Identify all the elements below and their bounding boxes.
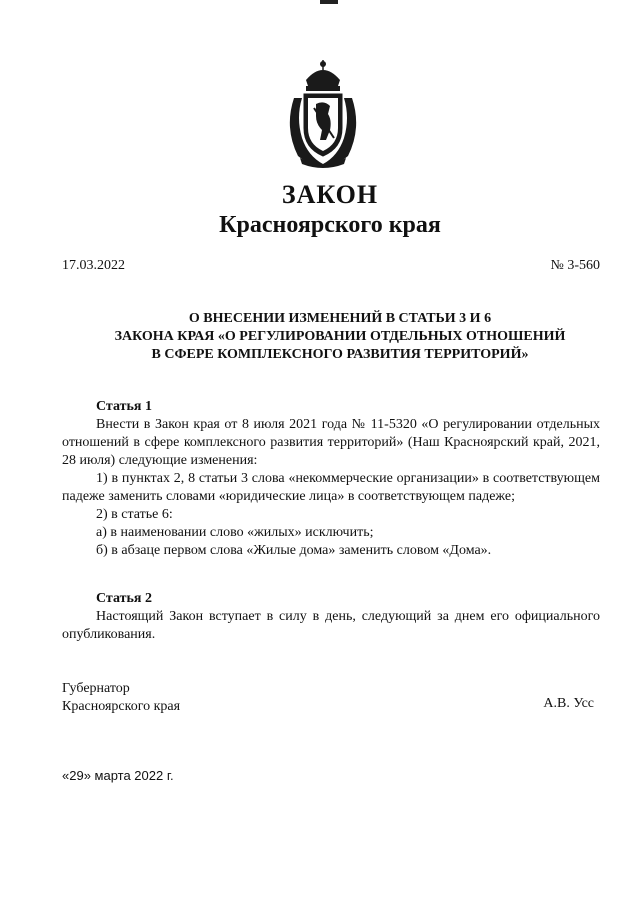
- law-heading: [60, 310, 620, 364]
- scan-mark: [320, 0, 338, 4]
- article-1-title: Статья 1: [96, 399, 152, 414]
- signature-position: [62, 680, 180, 716]
- krasnoyarsk-coat-of-arms-icon: [280, 58, 366, 170]
- article-1-intro: Внести в Закон края от 8 июля 2021 года № 11-5320 «О регулировании отдельных отношений в сфере комплексного развития территорий» (Наш Красноярский край, 2021, 28 июля) следующие изменения:: [62, 417, 600, 468]
- article-1: [62, 398, 600, 560]
- heading-line: ЗАКОНА КРАЯ «О РЕГУЛИРОВАНИИ ОТДЕЛЬНЫХ ОТНОШЕНИЙ: [114, 329, 566, 344]
- law-subtitle: Красноярского края: [219, 212, 441, 238]
- article-2-text: Настоящий Закон вступает в силу в день, следующий за днем его официального опубликования.: [62, 609, 600, 642]
- article-1-item-1: 1) в пунктах 2, 8 статьи 3 слова «некоммерческие организации» в соответствующем падеже заменить словами «юридические лица» в соответствующем падеже;: [62, 471, 600, 504]
- signature-name: А.В. Усс: [543, 696, 594, 711]
- law-number: № 3-560: [550, 258, 600, 273]
- law-date: 17.03.2022: [62, 258, 125, 273]
- article-1-item-2a: а) в наименовании слово «жилых» исключить;: [96, 525, 374, 540]
- heading-line: О ВНЕСЕНИИ ИЗМЕНЕНИЙ В СТАТЬИ 3 И 6: [188, 311, 492, 326]
- law-title: ЗАКОН: [281, 180, 379, 209]
- article-2-title: Статья 2: [96, 591, 152, 606]
- heading-line: В СФЕРЕ КОМПЛЕКСНОГО РАЗВИТИЯ ТЕРРИТОРИЙ»: [151, 347, 529, 362]
- article-2: [62, 590, 600, 644]
- signature-position-line: Красноярского края: [62, 699, 181, 714]
- signed-date: «29» марта 2022 г.: [62, 768, 174, 783]
- signature-position-line: Губернатор: [62, 681, 130, 696]
- article-1-item-2b: б) в абзаце первом слова «Жилые дома» заменить словом «Дома».: [96, 543, 492, 558]
- article-1-item-2: 2) в статье 6:: [96, 507, 173, 522]
